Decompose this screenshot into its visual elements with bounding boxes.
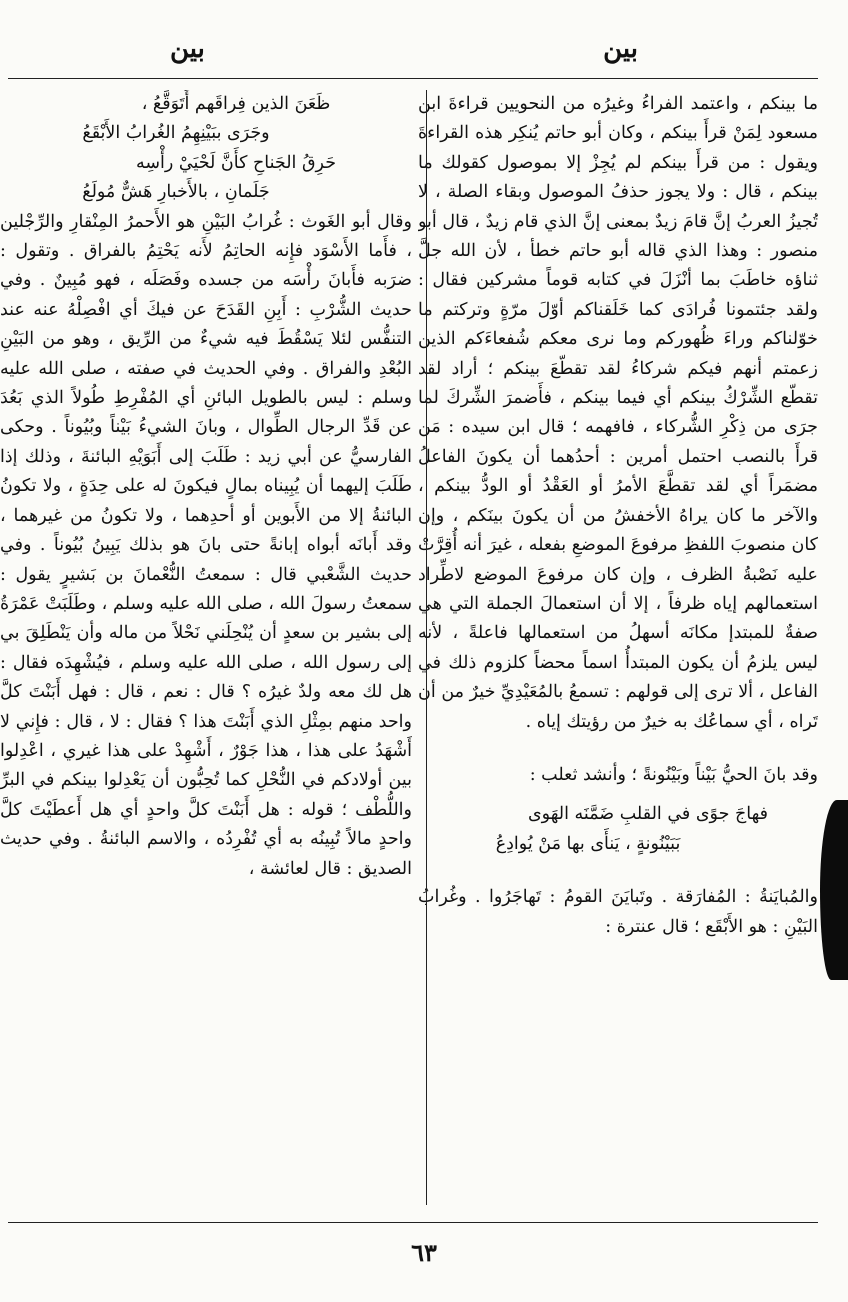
footer-divider <box>8 1222 818 1223</box>
verse-line-1b: بَبَيْنُونةٍ ، يَنأَى بها مَنْ يُوادِعُ <box>495 833 681 854</box>
verse-line-2b: وجَرَى ببَيْنِهِمُ الغُرابُ الأَبْقَعُ <box>82 123 270 144</box>
header-divider <box>8 78 818 79</box>
verse-line-3a: حَرِقُ الجَناحِ كأَنَّ لَحْيَيْ رأْسِه <box>135 152 337 173</box>
column-divider <box>426 90 427 1205</box>
verse-line-2a: ظَعَنَ الذين فِراقَهم أَتَوَقَّعُ ، <box>141 94 331 114</box>
left-column-prose-4: وقال أبو الغَوث : غُرابُ البَيْنِ هو الأَحمرُ المِنْقارِ والرِّجْلين ، فأَما الأَسْوَد فإِنه الحاتِمُ لأَنه يَحْتِمُ بالفراق . وتقول : ضرَبه فأَبانَ رأْسَه من جسده وفَصَلَه ، فهو مُبِينٌ . وفي حديث الشُّرْبِ : أَبِنِ القَدَحَ عن فيكَ أي افْصِلْهُ عنه عند التنفُّس لئلا يَسْقُطَ فيه شيءٌ من الرِّيق ، وهو من البَيْنِ البُعْدِ والفراق . وفي الحديث في صفته ، صلى الله عليه وسلم : ليس بالطويل البائنِ أي المُفْرِطِ طُولاً الذي بَعُدَ عن قَدِّ الرجال الطِّوال ، وبانَ الشيءُ بَيْناً وبُيُوناً . وحكى الفارسيُّ عن أبي زيد : طَلَبَ إلى أَبَوَيْهِ البائنةَ ، وذلك إذا طَلَبَ إليهما أن يُبِيناه بمالٍ فيكونَ له على حِدَةٍ ، ولا تكونُ البائنةُ إلا من الأَبوين أو أحدِهما ، ولا تكونُ من غيرهما ، وقد أَبانَه أبواه إبانةً حتى بانَ هو بذلك يَبِينُ بُيُوناً . وفي حديث الشَّعْبي قال : سمعتُ النُّعْمانَ بن بَشيرٍ يقول : سمعتُ رسولَ الله ، صلى الله عليه وسلم ، وطَلَبَتْ عَمْرَةُ إلى بشير بن سعدٍ أن يُنْحِلَني نَحْلاً من ماله وأن يَنْطَلِقَ بي إلى رسول الله ، صلى الله عليه وسلم ، فيُشْهِدَه فقال : هل لك معه ولدٌ غيرُه ؟ قال : نعم ، قال : فهل أَبَنْتَ كلَّ واحد منهم بمِثْلِ الذي أَبَنْتَ هذا ؟ فقال : لا ، قال : فإِني لا أَشْهَدُ على هذا ، هذا جَوْرٌ ، أَشْهِدْ على هذا غيري ، اعْدِلوا بين أولادكم في النُّحْلِ كما تُحِبُّون أن يَعْدِلوا بينكم في البرِّ واللُّطْف ؛ قوله : هل أَبَنْتَ كلَّ واحدٍ أي هل أَعطَيْتَ كلَّ واحدٍ مالاً تُبِينُه به أي تُفْرِدُه ، والاسم البائنةُ . وفي حديث الصديق : قال لعائشة ، <box>0 211 412 879</box>
verse-line-3b: جَلَمانِ ، بالأَخبارِ هَشٌّ مُولَعُ <box>82 182 270 203</box>
page-number: ٦٣ <box>411 1238 437 1267</box>
left-column <box>0 90 412 1205</box>
right-column-prose-3: والمُبايَنةُ : المُفارَقة . وتَبايَنَ القومُ : تَهاجَرُوا . وغُرابُ البَيْنِ : هو الأَبْقَع ؛ قال عنترة : <box>418 887 818 937</box>
ink-blot <box>820 800 848 980</box>
right-column-prose-2: وقد بانَ الحيُّ بَيْناً وبَيْنُونةً ؛ وأنشد ثعلب : <box>529 764 818 785</box>
right-column <box>418 90 818 1205</box>
header-word-right: بين <box>603 34 638 64</box>
header-word-left: بين <box>170 34 205 64</box>
verse-line-1a: فهاجَ جوًى في القلبِ ضَمَّنَه الهَوى <box>527 804 769 825</box>
right-column-prose-1: ما بينكم ، واعتمد الفراءُ وغيرُه من النحويين قراءةَ ابن مسعود لِمَنْ قرأَ بينكم ، وكان أبو حاتم يُنكِر هذه القراءةَ ويقول : من قرأَ بينكم لم يُجِزْ إلا بموصول كقولك ما بينكم ، قال : ولا يجوز حذفُ الموصول وبقاء الصلة ، لا تُجيزُ العربُ إنَّ قامَ زيدٌ بمعنى إنَّ الذي قام زيدٌ ، قال أبو منصور : وهذا الذي قاله أبو حاتم خطأ ، لأن الله جلَّ ثناؤه خاطَبَ بما أنْزَلَ في كتابه قوماً مشركين فقال : ولقد جئتمونا فُرادَى كما خَلَقناكم أوّلَ مرّةٍ وتركتم ما خوّلناكم وراءَ ظُهوركم وما نرى معكم شُفعاءَكم الذين زعمتم أنهم فيكم شركاءُ لقد تقطّعَ بينكم ؛ أراد لقد تقطّع الشِّرْكُ بينكم أي فيما بينكم ، فأَضمرَ الشِّركَ لما جرَى من ذِكْرِ الشُّركاء ، فافهمه ؛ قال ابن سيده : مَن قرأَ بالنصب احتمل أمرين : أحدُهما أن يكونَ الفاعلُ مضمَراً أي لقد تقطَّعَ الأمرُ أو العَقْدُ أو الودُّ بينكم ، والآخر ما كان يراهُ الأخفشُ من أن يكونَ بينَكم ، وإن كان منصوبَ اللفظِ مرفوعَ الموضعِ بفعله ، غيرَ أنه أُقِرَّتْ عليه نَصْبةُ الظرف ، وإن كان مرفوعَ الموضع لاطِّراد استعمالهم إياه ظرفاً ، إلا أن استعمالَ الجملة التي هي صفةٌ للمبتدإ مكانَه أسهلُ من استعمالها فاعلةً ، لأنه ليس يلزمُ أن يكون المبتدأُ اسماً محضاً كلزوم ذلك في الفاعل ، ألا ترى إلى قولهم : تسمعُ بالمُعَيْدِيِّ خيرٌ من أن تَراه ، أي سماعُك به خيرٌ من رؤيتك إياه . <box>418 94 818 732</box>
